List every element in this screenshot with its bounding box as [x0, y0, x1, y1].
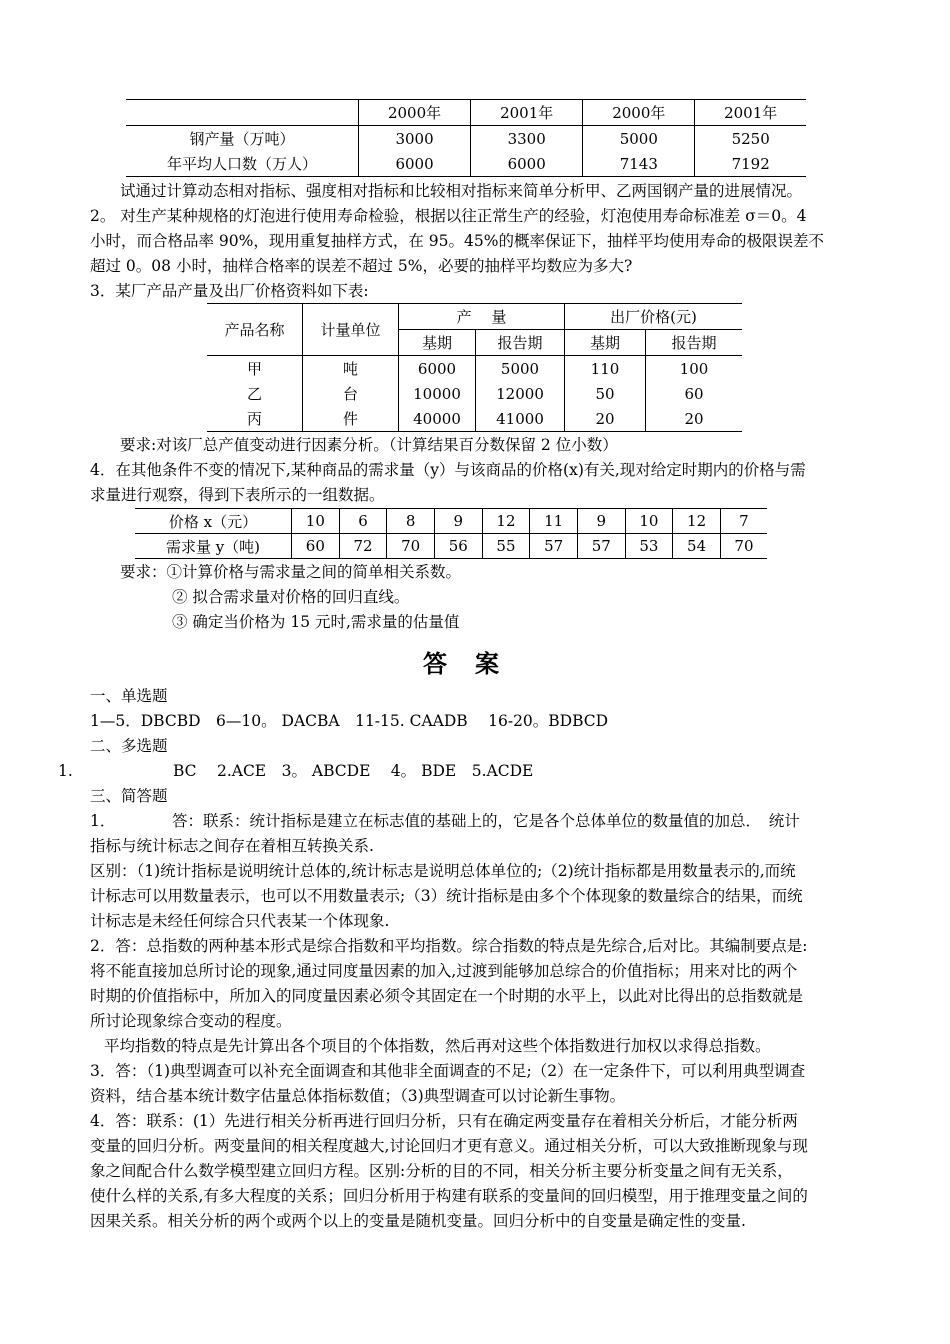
table-cell: 56 [434, 534, 482, 559]
table-cell: 50 [565, 381, 646, 406]
table-cell: 6000 [359, 151, 471, 177]
table-header-cell: 2001年 [695, 100, 806, 126]
answer-number: 1. [58, 762, 73, 780]
question-4-requirement: ③ 确定当价格为 15 元时,需求量的估量值 [172, 613, 460, 631]
table-row [207, 356, 742, 382]
table-cell: 70 [387, 534, 435, 559]
answer-line: 平均指数的特点是先计算出各个项目的个体指数，然后再对这些个体指数进行加权以求得总指数。 [104, 1037, 771, 1055]
question-4-requirement: 要求：①计算价格与需求量之间的简单相关系数。 [120, 563, 462, 581]
table-cell: 9 [577, 509, 625, 534]
table-cell: 110 [565, 356, 646, 382]
row-label: 年平均人口数（万人） [126, 151, 359, 177]
table-row [207, 381, 742, 406]
answer-line: 1—5．DBCBD 6—10。 DACBA 11-15. CAADB 16-20。BDBCD [90, 712, 609, 730]
question-3-requirement: 要求:对该厂总产值变动进行因素分析。（计算结果百分数保留 2 位小数） [120, 436, 618, 454]
table-cell: 57 [530, 534, 578, 559]
table-cell: 53 [625, 534, 673, 559]
table-header-cell: 报告期 [646, 330, 743, 356]
table-cell: 11 [530, 509, 578, 534]
table-header-row [126, 100, 806, 126]
answer-line: BC 2.ACE 3。 ABCDE 4。 BDE 5.ACDE [173, 762, 534, 780]
table-cell: 3000 [359, 126, 471, 152]
question-2-line: 小时，而合格品率 90%，现用重复抽样方式，在 95。45%的概率保证下，抽样平均使用寿命的极限误差不 [90, 232, 824, 250]
answer-title: 答案 [423, 650, 527, 678]
table-header-cell: 基期 [565, 330, 646, 356]
table-cell: 40000 [399, 406, 476, 432]
row-label: 需求量 y（吨) [135, 534, 292, 559]
table-cell: 5000 [583, 126, 695, 152]
answer-line: 将不能直接加总所讨论的现象,通过同度量因素的加入,过渡到能够加总综合的价值指标；用来对比的两个 [90, 962, 798, 980]
table-cell: 20 [565, 406, 646, 432]
table-cell: 3300 [471, 126, 583, 152]
steel-output-table [126, 99, 806, 177]
section-heading: 三、简答题 [90, 787, 168, 805]
table-cell: 60 [292, 534, 340, 559]
table-cell: 6000 [471, 151, 583, 177]
table-cell: 100 [646, 356, 743, 382]
question-2-line: 超过 0。08 小时，抽样合格率的误差不超过 5%，必要的抽样平均数应为多大? [90, 257, 633, 275]
table-row [126, 151, 806, 177]
answer-number: 1． [90, 812, 116, 830]
table-cell: 吨 [303, 356, 399, 382]
answer-line: 使什么样的关系,有多大程度的关系；回归分析用于构建有联系的变量间的回归模型，用于推理变量之间的 [90, 1187, 808, 1205]
table-cell: 6000 [399, 356, 476, 382]
answer-line: 因果关系。相关分析的两个或两个以上的变量是随机变量。回归分析中的自变量是确定性的变量. [90, 1212, 746, 1230]
answer-line: 象之间配合什么数学模型建立回归方程。区别:分析的目的不同，相关分析主要分析变量之间有无关系， [90, 1162, 793, 1180]
table-header-cell: 报告期 [476, 330, 565, 356]
table-cell: 10 [625, 509, 673, 534]
table-header-cell: 产品名称 [207, 304, 303, 356]
table-cell: 10 [292, 509, 340, 534]
section-heading: 一、单选题 [90, 687, 168, 705]
section-heading: 二、多选题 [90, 737, 168, 755]
table-cell: 12 [673, 509, 721, 534]
table-cell: 5000 [476, 356, 565, 382]
table-cell: 55 [482, 534, 530, 559]
question-2-line: 2。 对生产某种规格的灯泡进行使用寿命检验，根据以往正常生产的经验，灯泡使用寿命标准差 σ＝0。4 [90, 207, 807, 225]
answer-line: 指标与统计标志之间存在着相互转换关系. [90, 837, 374, 855]
answer-line: 变量的回归分析。两变量间的相关程度越大,讨论回归才更有意义。通过相关分析，可以大致推断现象与现 [90, 1137, 808, 1155]
table-cell: 57 [577, 534, 625, 559]
table-cell: 6 [339, 509, 387, 534]
question-4-line: 求量进行观察，得到下表所示的一组数据。 [90, 486, 385, 504]
product-price-table [207, 303, 742, 432]
table-cell: 5250 [695, 126, 806, 152]
answer-line: 计标志是未经任何综合只代表某一个体现象. [90, 912, 390, 930]
table-cell [126, 100, 359, 126]
table-cell: 7143 [583, 151, 695, 177]
table-cell: 54 [673, 534, 721, 559]
table-cell: 乙 [246, 385, 262, 403]
table-cell: 70 [720, 534, 767, 559]
answer-line: 4．答：联系：(1）先进行相关分析再进行回归分析，只有在确定两变量存在着相关分析后，才能分析两 [90, 1112, 798, 1130]
table-cell: 72 [339, 534, 387, 559]
table-header-cell: 2001年 [471, 100, 583, 126]
table-header-cell: 计量单位 [303, 304, 399, 356]
table-cell: 丙 [207, 406, 303, 432]
answer-line: 2．答：总指数的两种基本形式是综合指数和平均指数。综合指数的特点是先综合,后对比。其编制要点是: [90, 937, 808, 955]
answer-line: 答：联系：统计指标是建立在标志值的基础上的，它是各个总体单位的数量值的加总． 统计 [172, 812, 800, 830]
price-demand-table [135, 508, 767, 559]
answer-line: 时期的价值指标中，所加入的同度量因素必须令其固定在一个时期的水平上，以此对比得出的总指数就是 [90, 987, 804, 1005]
table-header-row [207, 304, 742, 330]
table-cell: 10000 [399, 381, 476, 406]
row-label: 价格 x（元） [135, 509, 292, 534]
row-label: 钢产量（万吨） [189, 130, 295, 148]
answer-line: 计标志可以用数量表示，也可以不用数量表示;（3）统计指标是由多个个体现象的数量综合的结果，而统 [90, 887, 803, 905]
table-cell: 9 [434, 509, 482, 534]
table-header-cell: 出厂价格(元) [565, 304, 743, 330]
question-4-line: 4．在其他条件不变的情况下,某种商品的需求量（y）与该商品的价格(x)有关,现对给定时期内的价格与需 [90, 461, 806, 479]
table-cell: 8 [387, 509, 435, 534]
table-cell: 12000 [476, 381, 565, 406]
answer-line: 区别：（1)统计指标是说明统计总体的,统计标志是说明总体单位的;（2)统计指标都是用数量表示的,而统 [90, 862, 796, 880]
table-cell: 台 [303, 381, 399, 406]
question-4-requirement: ② 拟合需求量对价格的回归直线。 [172, 588, 410, 606]
table-cell: 件 [303, 406, 399, 432]
table-row [207, 406, 742, 432]
table-header-cell: 基期 [399, 330, 476, 356]
table-cell: 60 [646, 381, 743, 406]
table-cell: 41000 [476, 406, 565, 432]
table-header-cell: 产 量 [399, 304, 565, 330]
table-cell: 甲 [246, 360, 262, 378]
table-cell: 7192 [695, 151, 806, 177]
table-cell: 20 [646, 406, 743, 432]
question-1-text: 试通过计算动态相对指标、强度相对指标和比较相对指标来简单分析甲、乙两国钢产量的进展情况。 [120, 182, 803, 200]
table-row-price [135, 509, 767, 534]
answer-line: 所讨论现象综合变动的程度。 [90, 1012, 292, 1030]
table-row-demand [135, 534, 767, 559]
table-header-cell: 2000年 [359, 100, 471, 126]
table-header-cell: 2000年 [583, 100, 695, 126]
table-cell: 12 [482, 509, 530, 534]
table-row [126, 126, 806, 152]
question-3-intro: 3．某厂产品产量及出厂价格资料如下表: [90, 282, 369, 300]
answer-line: 3．答：（1)典型调查可以补充全面调查和其他非全面调查的不足;（2）在一定条件下，可以利用典型调查 [90, 1062, 806, 1080]
answer-line: 资料，结合基本统计数字估量总体指标数值；（3)典型调查可以讨论新生事物。 [90, 1087, 626, 1105]
table-cell: 7 [720, 509, 767, 534]
